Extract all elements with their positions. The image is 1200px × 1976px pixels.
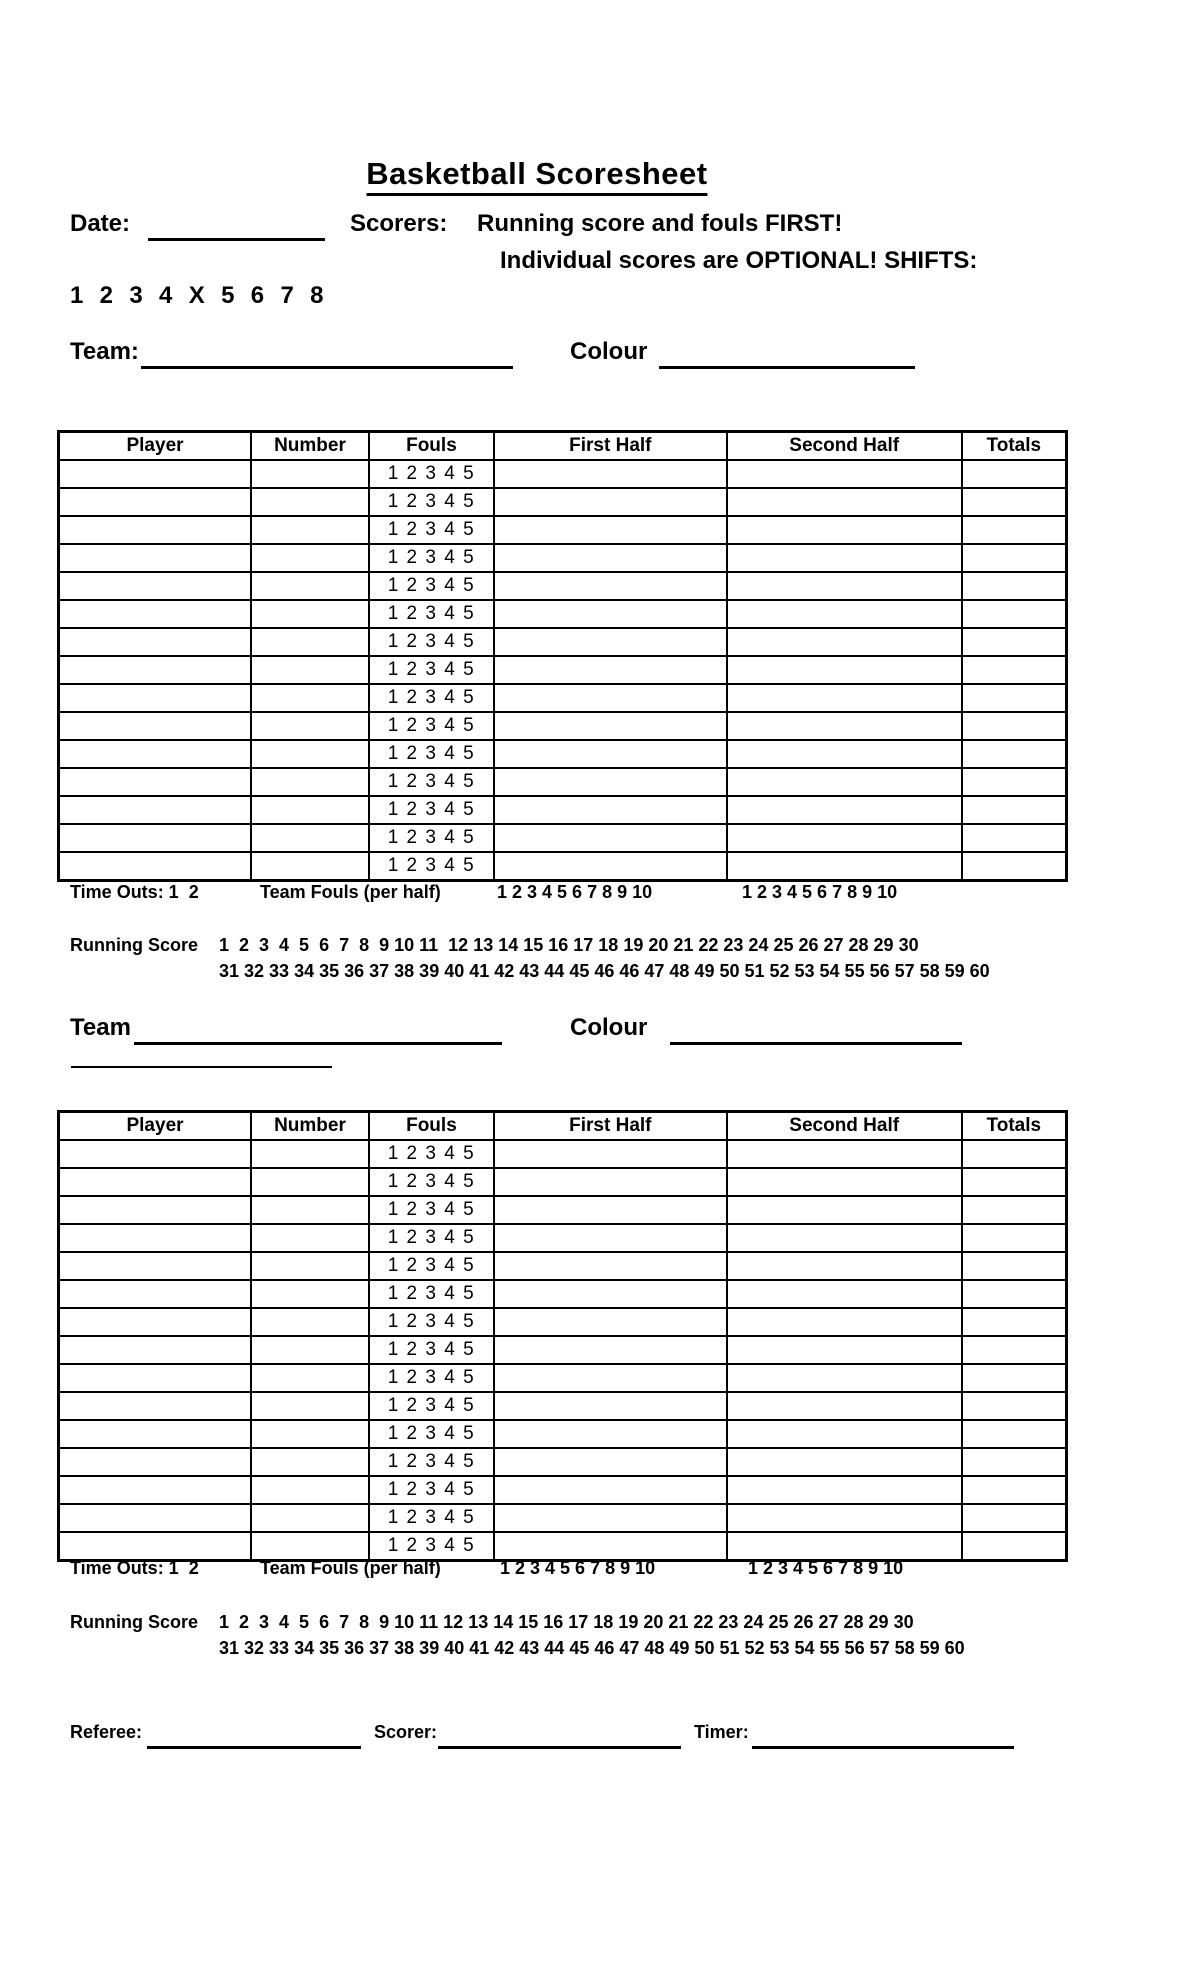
first-half-cell <box>494 1280 727 1308</box>
scorers-label: Scorers: <box>350 210 448 237</box>
player-cell <box>59 1364 252 1392</box>
player-row <box>59 1532 1067 1561</box>
player-row <box>59 1140 1067 1168</box>
scorers-note-line1: Running score and fouls FIRST! <box>477 210 843 237</box>
player-row <box>59 1420 1067 1448</box>
totals-cell <box>962 768 1067 796</box>
fouls-cell: 1 2 3 4 5 <box>369 1448 494 1476</box>
first-half-cell <box>494 628 727 656</box>
second-half-cell <box>727 572 962 600</box>
number-cell <box>251 572 369 600</box>
player-row <box>59 1224 1067 1252</box>
player-cell <box>59 1392 252 1420</box>
player-cell <box>59 1308 252 1336</box>
player-cell <box>59 1532 252 1561</box>
fouls-cell: 1 2 3 4 5 <box>369 544 494 572</box>
number-cell <box>251 1308 369 1336</box>
second-half-cell <box>727 852 962 881</box>
first-half-cell <box>494 740 727 768</box>
totals-cell <box>962 1336 1067 1364</box>
first-half-cell <box>494 1392 727 1420</box>
first-half-cell <box>494 572 727 600</box>
number-cell <box>251 712 369 740</box>
totals-cell <box>962 1196 1067 1224</box>
number-cell <box>251 1224 369 1252</box>
player-row <box>59 460 1067 488</box>
fouls-cell: 1 2 3 4 5 <box>369 1392 494 1420</box>
roster-table-1 <box>57 430 1068 882</box>
player-cell <box>59 824 252 852</box>
roster-header-row <box>59 432 1067 461</box>
fouls-cell: 1 2 3 4 5 <box>369 712 494 740</box>
second-half-cell <box>727 1476 962 1504</box>
totals-cell <box>962 684 1067 712</box>
number-cell <box>251 796 369 824</box>
player-row <box>59 1280 1067 1308</box>
fouls-cell: 1 2 3 4 5 <box>369 628 494 656</box>
number-cell <box>251 1420 369 1448</box>
fouls-cell: 1 2 3 4 5 <box>369 572 494 600</box>
second-half-cell <box>727 656 962 684</box>
totals-cell <box>962 824 1067 852</box>
fouls-cell: 1 2 3 4 5 <box>369 516 494 544</box>
player-row <box>59 628 1067 656</box>
player-column-header: Player <box>59 432 252 461</box>
second-half-cell <box>727 460 962 488</box>
second-half-cell <box>727 1168 962 1196</box>
time-outs-label-2: Time Outs: 1 2 <box>70 1558 199 1578</box>
number-cell <box>251 1336 369 1364</box>
team-label-2: Team <box>70 1014 131 1041</box>
player-cell <box>59 852 252 881</box>
totals-cell <box>962 628 1067 656</box>
first-half-cell <box>494 488 727 516</box>
running-score-line1-2: 1 2 3 4 5 6 7 8 9 10 11 12 13 14 15 16 17 18 19 20 21 22 23 24 25 26 27 28 29 30 <box>219 1612 914 1632</box>
scorers-note-line2: Individual scores are OPTIONAL! SHIFTS: <box>500 247 978 274</box>
player-cell <box>59 460 252 488</box>
first-half-cell <box>494 516 727 544</box>
fouls-column-header: Fouls <box>369 1112 494 1141</box>
second-half-cell <box>727 1252 962 1280</box>
second-half-cell <box>727 516 962 544</box>
number-cell <box>251 544 369 572</box>
number-cell <box>251 824 369 852</box>
number-cell <box>251 460 369 488</box>
second-half-cell <box>727 1336 962 1364</box>
totals-cell <box>962 1140 1067 1168</box>
totals-cell <box>962 1168 1067 1196</box>
fouls-cell: 1 2 3 4 5 <box>369 796 494 824</box>
totals-cell <box>962 1448 1067 1476</box>
fouls-cell: 1 2 3 4 5 <box>369 600 494 628</box>
player-cell <box>59 768 252 796</box>
totals-cell <box>962 1280 1067 1308</box>
second-half-cell <box>727 1280 962 1308</box>
player-cell <box>59 1504 252 1532</box>
time-outs-label-1: Time Outs: 1 2 <box>70 882 199 902</box>
fouls-cell: 1 2 3 4 5 <box>369 740 494 768</box>
fouls-cell: 1 2 3 4 5 <box>369 1336 494 1364</box>
number-cell <box>251 1532 369 1561</box>
first-half-cell <box>494 1504 727 1532</box>
player-row <box>59 1364 1067 1392</box>
timer-blank-line <box>752 1722 1014 1749</box>
player-cell <box>59 1224 252 1252</box>
number-cell <box>251 852 369 881</box>
totals-cell <box>962 488 1067 516</box>
totals-cell <box>962 1476 1067 1504</box>
fouls-cell: 1 2 3 4 5 <box>369 1252 494 1280</box>
team-fouls-label-1: Team Fouls (per half) <box>260 882 441 902</box>
first-half-cell <box>494 1224 727 1252</box>
second-half-cell <box>727 1364 962 1392</box>
first-half-cell <box>494 1532 727 1561</box>
fouls-cell: 1 2 3 4 5 <box>369 656 494 684</box>
player-cell <box>59 600 252 628</box>
player-row <box>59 1168 1067 1196</box>
first-half-column-header: First Half <box>494 1112 727 1141</box>
fouls-cell: 1 2 3 4 5 <box>369 1224 494 1252</box>
fouls-cell: 1 2 3 4 5 <box>369 1364 494 1392</box>
player-row <box>59 1252 1067 1280</box>
player-row <box>59 852 1067 881</box>
player-cell <box>59 516 252 544</box>
player-row <box>59 1308 1067 1336</box>
second-half-cell <box>727 1392 962 1420</box>
player-cell <box>59 712 252 740</box>
running-score-line1-1: 1 2 3 4 5 6 7 8 9 10 11 12 13 14 15 16 17 18 19 20 21 22 23 24 25 26 27 28 29 30 <box>219 935 919 955</box>
first-half-cell <box>494 684 727 712</box>
fouls-cell: 1 2 3 4 5 <box>369 1476 494 1504</box>
fouls-cell: 1 2 3 4 5 <box>369 1140 494 1168</box>
team-fouls-scale-first-1: 1 2 3 4 5 6 7 8 9 10 <box>497 882 653 902</box>
player-cell <box>59 1280 252 1308</box>
totals-cell <box>962 460 1067 488</box>
date-blank-line <box>148 214 325 241</box>
totals-cell <box>962 656 1067 684</box>
player-row <box>59 1196 1067 1224</box>
number-column-header: Number <box>251 1112 369 1141</box>
team-fouls-label-2: Team Fouls (per half) <box>260 1558 441 1578</box>
running-score-label-2: Running Score <box>70 1612 199 1632</box>
first-half-cell <box>494 852 727 881</box>
fouls-column-header: Fouls <box>369 432 494 461</box>
second-half-cell <box>727 488 962 516</box>
player-cell <box>59 740 252 768</box>
colour-blank-line-1 <box>659 342 915 369</box>
second-half-cell <box>727 1532 962 1561</box>
player-cell <box>59 1476 252 1504</box>
number-cell <box>251 684 369 712</box>
number-cell <box>251 1448 369 1476</box>
second-half-cell <box>727 544 962 572</box>
first-half-cell <box>494 1168 727 1196</box>
first-half-cell <box>494 1308 727 1336</box>
team-fouls-scale-second-2: 1 2 3 4 5 6 7 8 9 10 <box>748 1558 904 1578</box>
second-half-cell <box>727 712 962 740</box>
totals-cell <box>962 1420 1067 1448</box>
running-score-line2-2: 31 32 33 34 35 36 37 38 39 40 41 42 43 44 45 46 47 48 49 50 51 52 53 54 55 56 57 58 59 60 <box>219 1638 965 1658</box>
date-label: Date: <box>70 210 131 237</box>
team-fouls-scale-first-2: 1 2 3 4 5 6 7 8 9 10 <box>500 1558 656 1578</box>
number-cell <box>251 1476 369 1504</box>
first-half-cell <box>494 1364 727 1392</box>
fouls-cell: 1 2 3 4 5 <box>369 1280 494 1308</box>
first-half-cell <box>494 460 727 488</box>
number-cell <box>251 1168 369 1196</box>
totals-cell <box>962 852 1067 881</box>
team-label-1: Team: <box>70 338 139 365</box>
totals-cell <box>962 796 1067 824</box>
first-half-cell <box>494 1448 727 1476</box>
number-cell <box>251 1392 369 1420</box>
second-half-cell <box>727 600 962 628</box>
totals-cell <box>962 1252 1067 1280</box>
second-half-column-header: Second Half <box>727 432 962 461</box>
running-score-label-1: Running Score <box>70 935 199 955</box>
totals-cell <box>962 740 1067 768</box>
fouls-cell: 1 2 3 4 5 <box>369 1196 494 1224</box>
player-row <box>59 544 1067 572</box>
first-half-cell <box>494 824 727 852</box>
roster-header-row <box>59 1112 1067 1141</box>
second-half-cell <box>727 1420 962 1448</box>
second-half-cell <box>727 1504 962 1532</box>
totals-cell <box>962 1504 1067 1532</box>
first-half-cell <box>494 1420 727 1448</box>
number-cell <box>251 516 369 544</box>
fouls-cell: 1 2 3 4 5 <box>369 460 494 488</box>
number-cell <box>251 600 369 628</box>
fouls-cell: 1 2 3 4 5 <box>369 1504 494 1532</box>
fouls-cell: 1 2 3 4 5 <box>369 824 494 852</box>
first-half-cell <box>494 544 727 572</box>
timer-label: Timer: <box>694 1722 749 1742</box>
second-half-cell <box>727 1224 962 1252</box>
scorer-label: Scorer: <box>374 1722 438 1742</box>
totals-cell <box>962 600 1067 628</box>
number-cell <box>251 1252 369 1280</box>
number-cell <box>251 1140 369 1168</box>
first-half-cell <box>494 1140 727 1168</box>
player-row <box>59 1392 1067 1420</box>
second-half-cell <box>727 824 962 852</box>
first-half-cell <box>494 796 727 824</box>
fouls-cell: 1 2 3 4 5 <box>369 768 494 796</box>
second-half-cell <box>727 1140 962 1168</box>
player-row <box>59 712 1067 740</box>
referee-blank-line <box>147 1722 361 1749</box>
player-row <box>59 1336 1067 1364</box>
player-cell <box>59 684 252 712</box>
totals-column-header: Totals <box>962 1112 1067 1141</box>
fouls-cell: 1 2 3 4 5 <box>369 684 494 712</box>
second-half-cell <box>727 628 962 656</box>
player-cell <box>59 1140 252 1168</box>
second-half-cell <box>727 740 962 768</box>
second-half-cell <box>727 1196 962 1224</box>
totals-cell <box>962 1392 1067 1420</box>
player-cell <box>59 1420 252 1448</box>
player-row <box>59 768 1067 796</box>
number-cell <box>251 768 369 796</box>
shifts-scale: 1 2 3 4 X 5 6 7 8 <box>70 282 325 309</box>
totals-cell <box>962 1532 1067 1561</box>
player-cell <box>59 544 252 572</box>
player-column-header: Player <box>59 1112 252 1141</box>
number-cell <box>251 656 369 684</box>
player-row <box>59 488 1067 516</box>
first-half-cell <box>494 600 727 628</box>
fouls-cell: 1 2 3 4 5 <box>369 852 494 881</box>
totals-cell <box>962 572 1067 600</box>
number-cell <box>251 1196 369 1224</box>
number-cell <box>251 1280 369 1308</box>
player-cell <box>59 488 252 516</box>
scorer-blank-line <box>438 1722 681 1749</box>
player-row <box>59 1448 1067 1476</box>
running-score-line2-1: 31 32 33 34 35 36 37 38 39 40 41 42 43 44 45 46 46 47 48 49 50 51 52 53 54 55 56 57 58 59 60 <box>219 961 990 981</box>
player-row <box>59 572 1067 600</box>
team-blank-line-2 <box>134 1018 502 1045</box>
player-cell <box>59 572 252 600</box>
number-cell <box>251 628 369 656</box>
second-half-cell <box>727 684 962 712</box>
first-half-cell <box>494 768 727 796</box>
first-half-cell <box>494 1252 727 1280</box>
player-cell <box>59 1336 252 1364</box>
player-cell <box>59 628 252 656</box>
second-half-cell <box>727 1308 962 1336</box>
page-title: Basketball Scoresheet <box>366 156 707 196</box>
number-column-header: Number <box>251 432 369 461</box>
totals-cell <box>962 1224 1067 1252</box>
player-row <box>59 796 1067 824</box>
first-half-cell <box>494 712 727 740</box>
number-cell <box>251 488 369 516</box>
roster-table-2 <box>57 1110 1068 1562</box>
player-cell <box>59 1168 252 1196</box>
second-half-cell <box>727 796 962 824</box>
first-half-cell <box>494 1196 727 1224</box>
player-row <box>59 684 1067 712</box>
colour-blank-line-2 <box>670 1018 962 1045</box>
totals-cell <box>962 544 1067 572</box>
player-cell <box>59 1448 252 1476</box>
player-row <box>59 1476 1067 1504</box>
player-cell <box>59 656 252 684</box>
number-cell <box>251 740 369 768</box>
player-row <box>59 1504 1067 1532</box>
first-half-cell <box>494 1476 727 1504</box>
colour-label-2: Colour <box>570 1014 648 1041</box>
team-fouls-scale-second-1: 1 2 3 4 5 6 7 8 9 10 <box>742 882 898 902</box>
number-cell <box>251 1504 369 1532</box>
totals-column-header: Totals <box>962 432 1067 461</box>
player-row <box>59 740 1067 768</box>
player-row <box>59 656 1067 684</box>
first-half-cell <box>494 656 727 684</box>
totals-cell <box>962 516 1067 544</box>
second-half-column-header: Second Half <box>727 1112 962 1141</box>
player-row <box>59 516 1067 544</box>
colour-label-1: Colour <box>570 338 648 365</box>
player-cell <box>59 1252 252 1280</box>
totals-cell <box>962 712 1067 740</box>
fouls-cell: 1 2 3 4 5 <box>369 1308 494 1336</box>
fouls-cell: 1 2 3 4 5 <box>369 1168 494 1196</box>
fouls-cell: 1 2 3 4 5 <box>369 488 494 516</box>
first-half-cell <box>494 1336 727 1364</box>
player-row <box>59 824 1067 852</box>
team-blank-overflow-line-2 <box>71 1046 332 1068</box>
number-cell <box>251 1364 369 1392</box>
second-half-cell <box>727 768 962 796</box>
fouls-cell: 1 2 3 4 5 <box>369 1420 494 1448</box>
second-half-cell <box>727 1448 962 1476</box>
player-cell <box>59 796 252 824</box>
fouls-cell: 1 2 3 4 5 <box>369 1532 494 1561</box>
referee-label: Referee: <box>70 1722 143 1742</box>
first-half-column-header: First Half <box>494 432 727 461</box>
team-blank-line-1 <box>141 342 513 369</box>
player-cell <box>59 1196 252 1224</box>
player-row <box>59 600 1067 628</box>
totals-cell <box>962 1364 1067 1392</box>
totals-cell <box>962 1308 1067 1336</box>
